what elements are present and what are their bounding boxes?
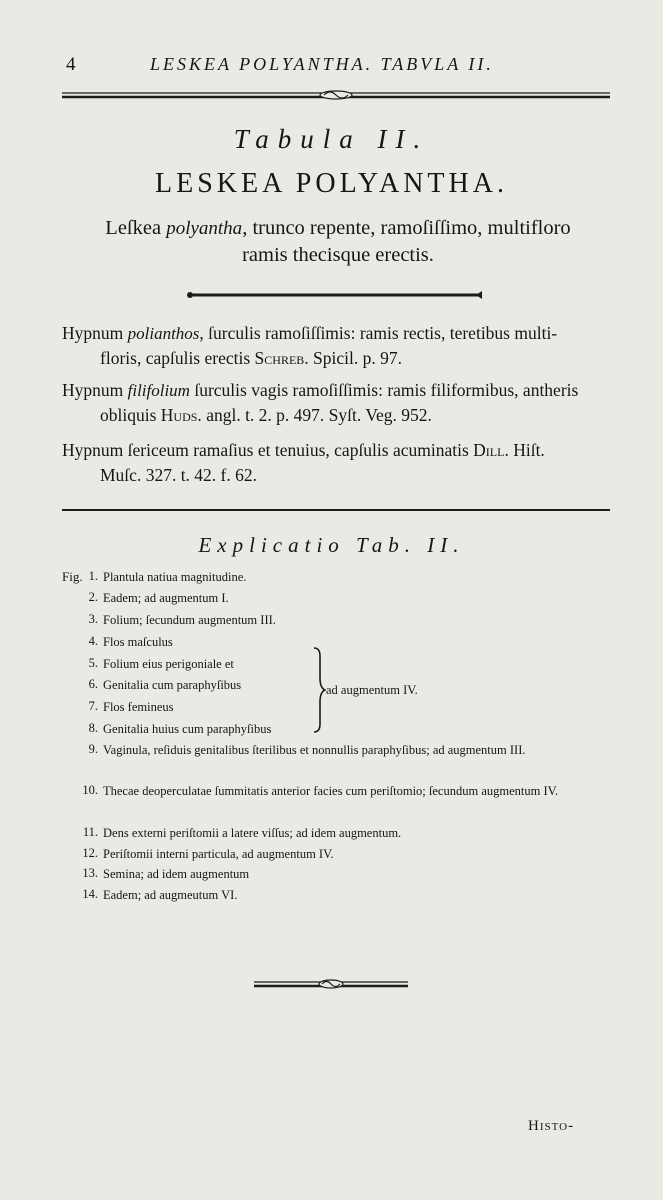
figure-text: Genitalia cum paraphyſibus (103, 678, 242, 692)
synonym-text: obliquis (100, 405, 157, 425)
synonym-epithet: polianthos (127, 324, 200, 343)
synonym-genus: Hypnum (62, 440, 124, 460)
diagnosis-genus: Leſkea (105, 217, 162, 239)
synonym-text: Hiſt. (513, 440, 545, 460)
section-rule (62, 509, 610, 511)
explicatio-title: Explicatio Tab. II. (198, 533, 465, 557)
synonym-reference: Muſc. 327. t. 42. f. 62. (100, 465, 258, 485)
figure-text: Eadem; ad augmeutum VI. (103, 888, 238, 902)
catchword-text: Histo- (528, 1118, 575, 1134)
synonym-author: Huds. (160, 405, 202, 425)
synonym-epithet: filifolium (127, 381, 190, 400)
catchword (528, 1118, 574, 1135)
figure-text: Flos femineus (103, 700, 174, 714)
figure-text: Semina; ad idem augmentum (103, 867, 250, 881)
synonym-text: floris, capſulis erectis (100, 348, 251, 368)
synonym-genus: Hypnum (62, 380, 124, 400)
figure-text: Eadem; ad augmentum I. (103, 591, 229, 605)
plate-title: Tabula II. (233, 124, 430, 154)
header-ornament-rule (62, 88, 610, 102)
figure-text: Genitalia huius cum paraphyſibus (103, 722, 272, 736)
diagnosis-line1: , trunco repente, ramoſiſſimo, multifloro (242, 217, 571, 239)
fig-label: Fig. (62, 569, 83, 584)
figure-number: 6. (88, 677, 98, 691)
curly-brace (312, 646, 326, 739)
figure-text: Flos maſculus (103, 635, 173, 649)
figure-number: 5. (88, 656, 98, 670)
figure-number: 2. (88, 590, 98, 604)
synonym-reference: Spicil. p. 97. (313, 348, 403, 368)
figure-number: 4. (88, 634, 98, 648)
diagnosis-epithet: polyantha (166, 218, 243, 239)
synonym-text: ſurculis vagis ramoſiſſimis: ramis filiformibus, antheris (194, 380, 579, 400)
figure-number: 1. (88, 569, 98, 583)
species-diagnosis (62, 215, 614, 269)
running-head: LESKEA POLYANTHA. TABVLA II. (150, 54, 494, 74)
figure-text: Periſtomii interni particula, ad augmentum IV. (103, 847, 334, 861)
synonym-text: ſericeum ramaſius et tenuius, capſulis acuminatis (127, 440, 469, 460)
synonym-3 (62, 438, 618, 488)
species-heading: LESKEA POLYANTHA. (155, 168, 508, 199)
synonym-author: Schreb. (254, 348, 309, 368)
figure-number: 11. (82, 825, 98, 839)
synonym-text: , ſurculis ramoſiſſimis: ramis rectis, teretibus multi- (199, 323, 558, 343)
synonym-1 (62, 321, 618, 371)
figure-text: Folium eius perigoniale et (103, 657, 234, 671)
figure-text: Dens externi periſtomii a latere viſſus; ad idem augmentum. (103, 826, 402, 840)
synonym-genus: Hypnum (62, 323, 124, 343)
figure-number: 10. (82, 783, 98, 797)
figure-text: Folium; ſecundum augmentum III. (103, 613, 276, 627)
figure-number: 14. (82, 887, 98, 901)
brace-label: ad augmentum IV. (326, 683, 418, 697)
synonym-2 (62, 378, 618, 428)
figure-text: Thecae deoperculatae ſummitatis anterior facies cum periſtomio; ſecundum augmentum IV. (103, 784, 559, 798)
diagnosis-line2: ramis thecisque erectis. (242, 244, 434, 266)
figure-number: 8. (88, 721, 98, 735)
synonym-author: Dill. (473, 440, 509, 460)
figure-text: Vaginula, reſiduis genitalibus ſterilibus et nonnullis paraphyſibus; ad augmentum III. (103, 743, 526, 757)
page-header (0, 54, 663, 78)
figure-number: 7. (88, 699, 98, 713)
figure-number: 13. (82, 866, 98, 880)
figure-number: 12. (82, 846, 98, 860)
page-number: 4 (66, 54, 76, 75)
synonym-reference: angl. t. 2. p. 497. Syſt. Veg. 952. (206, 405, 432, 425)
closing-ornament-rule (254, 977, 408, 991)
figure-number: 3. (88, 612, 98, 626)
figure-text: Plantula natiua magnitudine. (103, 570, 247, 584)
section-ornament-small (186, 290, 486, 300)
figure-number: 9. (88, 742, 98, 756)
